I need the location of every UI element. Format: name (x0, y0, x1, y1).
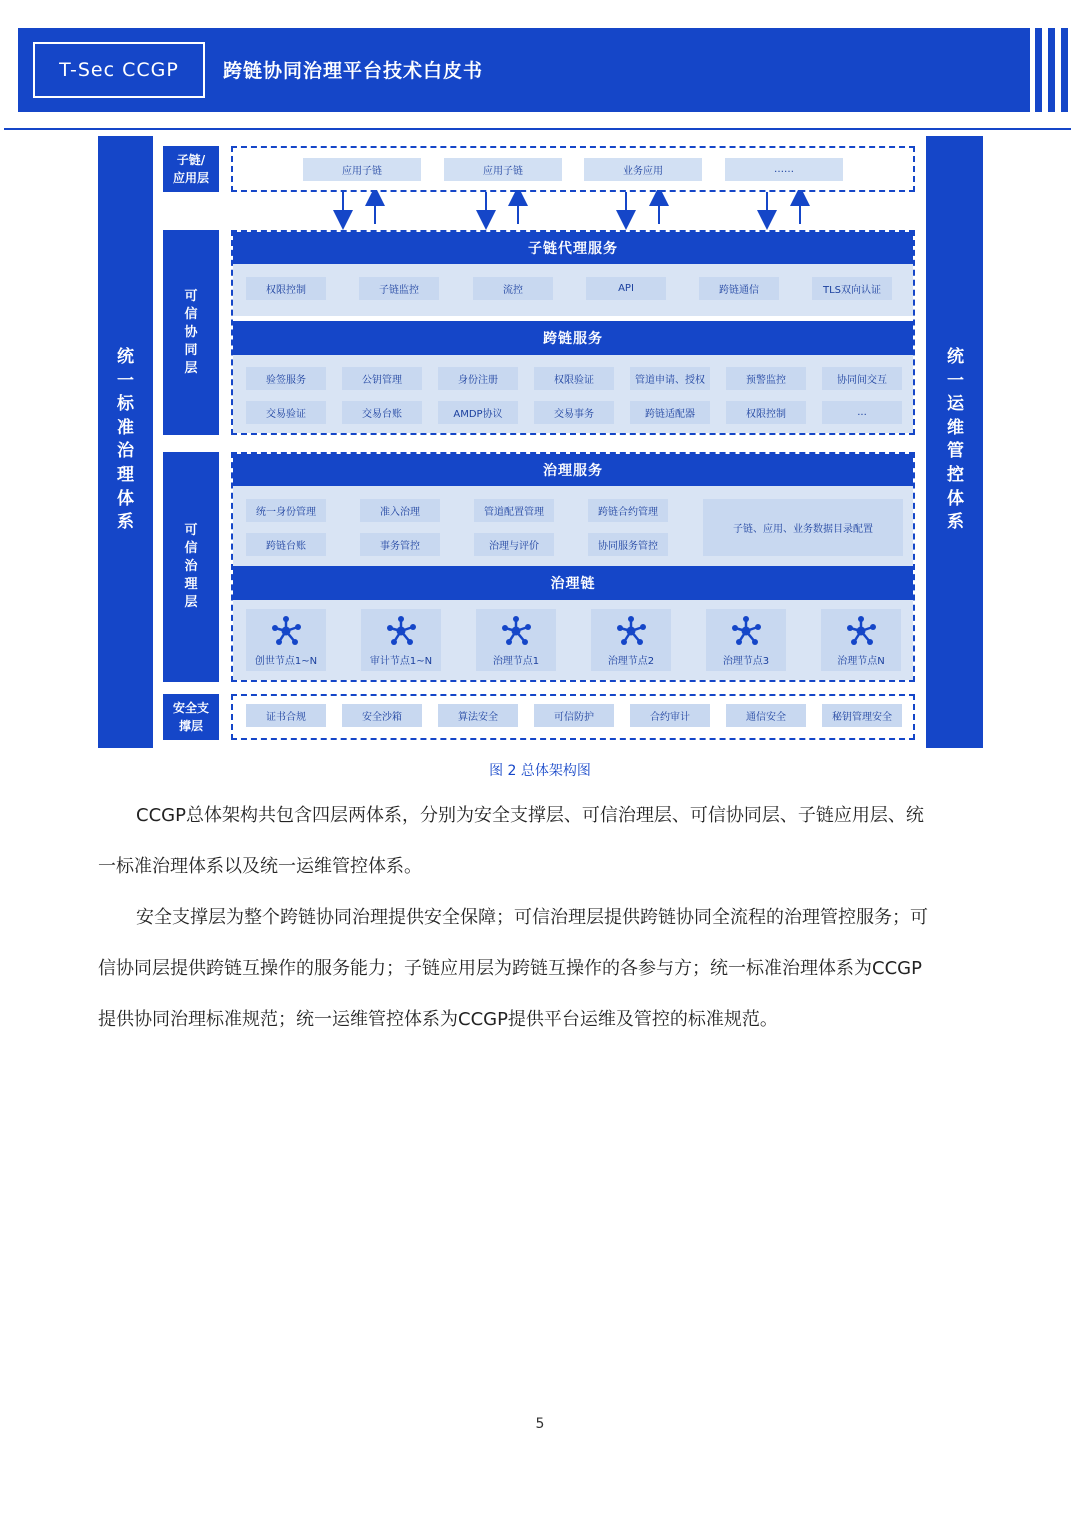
gov-service-item: 跨链台账 (246, 533, 326, 556)
app-item: 业务应用 (584, 158, 702, 181)
network-node-icon (270, 615, 302, 647)
app-item: 应用子链 (303, 158, 421, 181)
gov-service-item: 事务管控 (360, 533, 440, 556)
left-side-label: 统 一 标 准 治 理 体 系 (117, 347, 134, 533)
network-node-icon (615, 615, 647, 647)
crosschain-item: AMDP协议 (438, 401, 518, 424)
proxy-item: API (586, 277, 666, 300)
gov-node (706, 609, 786, 671)
gov-node (821, 609, 901, 671)
paragraph-line: 信协同层提供跨链互操作的服务能力；子链应用层为跨链互操作的各参与方；统一标准治理体系为CCGP (98, 958, 922, 979)
header-stripe (1061, 28, 1068, 112)
gov-node (246, 609, 326, 671)
gov-chain-panel (233, 600, 913, 680)
security-item: 合约审计 (630, 704, 710, 727)
gov-node-label: 治理节点1 (492, 656, 540, 667)
header-stripe (1048, 28, 1055, 112)
crosschain-item: 权限验证 (534, 367, 614, 390)
gov-service-big-item: 子链、应用、业务数据目录配置 (703, 499, 903, 556)
crosschain-item: 交易台账 (342, 401, 422, 424)
paragraph-line: 提供协同治理标准规范；统一运维管控体系为CCGP提供平台运维及管控的标准规范。 (98, 1009, 778, 1030)
proxy-item: 跨链通信 (699, 277, 779, 300)
crosschain-item: 管道申请、授权 (630, 367, 710, 390)
proxy-item: TLS双向认证 (812, 277, 892, 300)
network-node-icon (730, 615, 762, 647)
header-logo: T-Sec CCGP (33, 42, 205, 98)
crosschain-item: 公钥管理 (342, 367, 422, 390)
gov-service-item: 协同服务管控 (588, 533, 668, 556)
gov-service-item: 治理与评价 (474, 533, 554, 556)
paragraph-line: 安全支撑层为整个跨链协同治理提供安全保障；可信治理层提供跨链协同全流程的治理管控服务；可 (136, 907, 928, 928)
gov-node-label: 审计节点1~N (369, 656, 433, 667)
crosschain-item: 预警监控 (726, 367, 806, 390)
security-item: 证书合规 (246, 704, 326, 727)
gov-node-label: 治理节点N (837, 656, 885, 667)
proxy-item: 流控 (473, 277, 553, 300)
proxy-service-title: 子链代理服务 (233, 232, 913, 264)
gov-service-item: 管道配置管理 (474, 499, 554, 522)
proxy-item: 权限控制 (246, 277, 326, 300)
crosschain-item: 交易事务 (534, 401, 614, 424)
crosschain-service-title: 跨链服务 (233, 321, 913, 355)
security-item: 可信防护 (534, 704, 614, 727)
architecture-diagram (98, 136, 983, 748)
paragraph-line: 一标准治理体系以及统一运维管控体系。 (98, 856, 422, 877)
header-stripe (1035, 28, 1042, 112)
crosschain-item: 验签服务 (246, 367, 326, 390)
gov-service-item: 跨链合约管理 (588, 499, 668, 522)
crosschain-item: 交易验证 (246, 401, 326, 424)
security-item: 算法安全 (438, 704, 518, 727)
arrows-icon (153, 190, 926, 232)
gov-chain-title: 治理链 (233, 566, 913, 600)
figure-caption: 图 2 总体架构图 (489, 763, 591, 779)
app-layer-label: 子链/ 应用层 (163, 146, 219, 192)
gov-layer-label: 可 信 治 理 层 (163, 452, 219, 682)
proxy-panel (233, 264, 913, 316)
proxy-item: 子链监控 (359, 277, 439, 300)
diagram-body (153, 136, 926, 748)
gov-node-label: 治理节点2 (607, 656, 655, 667)
network-node-icon (845, 615, 877, 647)
gov-node-label: 创世节点1~N (254, 656, 318, 667)
crosschain-item: 权限控制 (726, 401, 806, 424)
crosschain-item: 协同间交互 (822, 367, 902, 390)
security-item: 秘钥管理安全 (822, 704, 902, 727)
gov-service-title: 治理服务 (233, 454, 913, 486)
security-item: 安全沙箱 (342, 704, 422, 727)
gov-node-label: 治理节点3 (722, 656, 770, 667)
crosschain-item: 跨链适配器 (630, 401, 710, 424)
header-title: 跨链协同治理平台技术白皮书 (223, 60, 484, 82)
paragraph-line: CCGP总体架构共包含四层两体系，分别为安全支撑层、可信治理层、可信协同层、子链应用层、统 (136, 805, 924, 826)
right-side-label: 统 一 运 维 管 控 体 系 (947, 347, 964, 533)
gov-node (591, 609, 671, 671)
app-item: …… (725, 158, 843, 181)
crosschain-item: 身份注册 (438, 367, 518, 390)
network-node-icon (500, 615, 532, 647)
app-item: 应用子链 (444, 158, 562, 181)
gov-service-item: 准入治理 (360, 499, 440, 522)
page-number: 5 (535, 1416, 545, 1432)
security-item: 通信安全 (726, 704, 806, 727)
network-node-icon (385, 615, 417, 647)
collab-layer-label: 可 信 协 同 层 (163, 230, 219, 435)
header-banner (18, 28, 1030, 112)
crosschain-item: ... (822, 401, 902, 424)
header-rule (4, 128, 1071, 130)
gov-node (361, 609, 441, 671)
gov-service-item: 统一身份管理 (246, 499, 326, 522)
security-layer-label: 安全支 撑层 (163, 694, 219, 740)
gov-node (476, 609, 556, 671)
